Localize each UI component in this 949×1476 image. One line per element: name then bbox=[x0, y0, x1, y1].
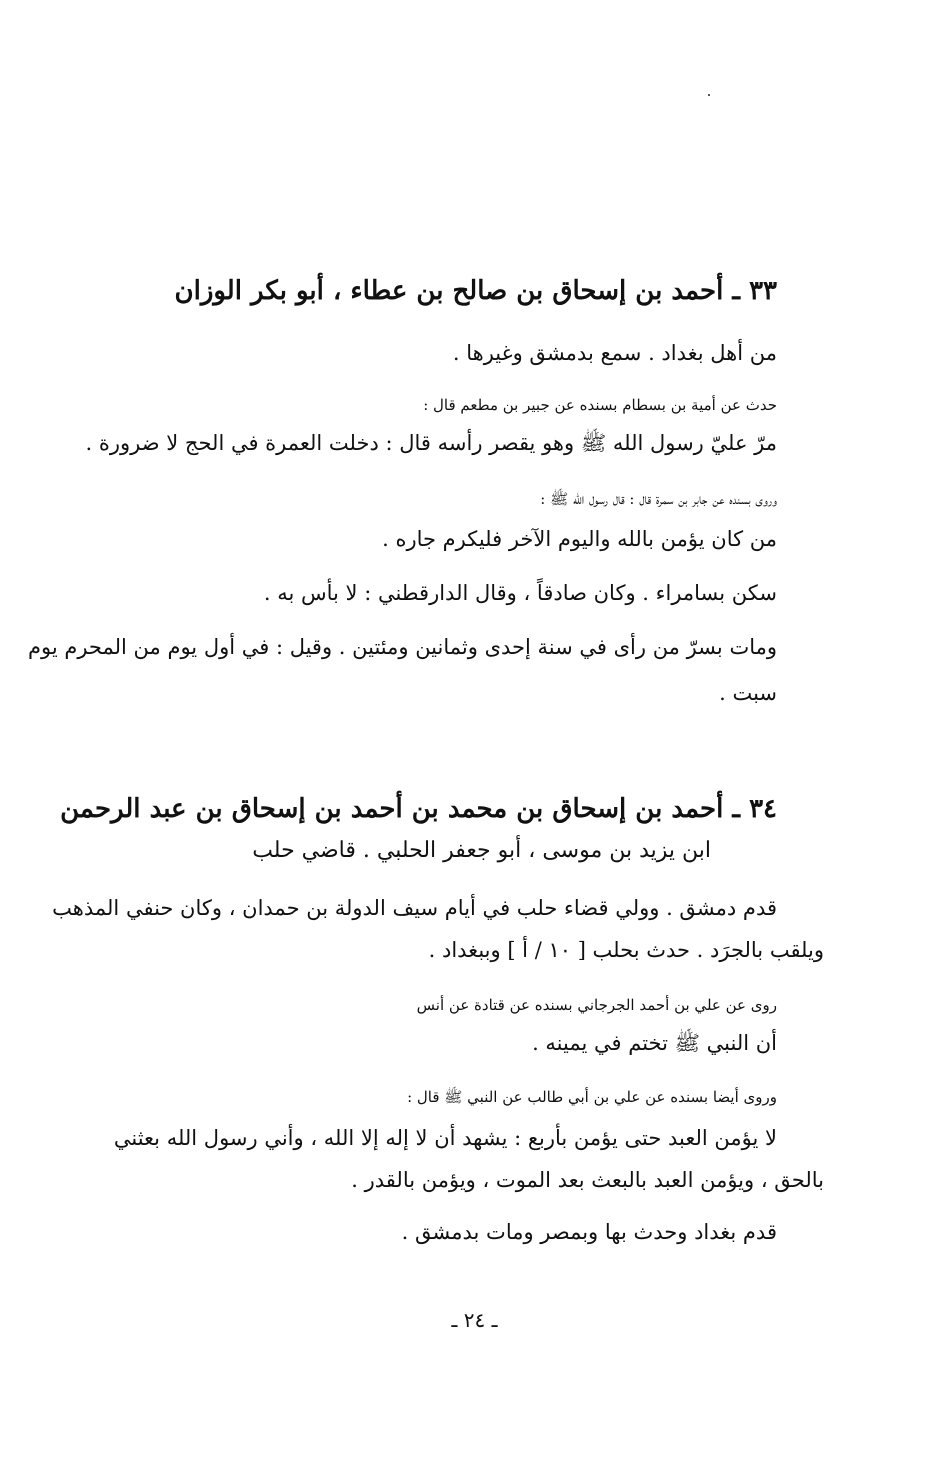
entry-34-hadith-2-line-1: لا يؤمن العبد حتى يؤمن بأربع : يشهد أن لا إله إلا الله ، وأني رسول الله بعثني bbox=[113, 1126, 777, 1150]
entry-34-bio-line-2: ويلقب بالجرَد . حدث بحلب [ ١٠ / أ ] وببغداد . bbox=[428, 938, 824, 962]
entry-34-heading: ٣٤ ـ أحمد بن إسحاق بن محمد بن أحمد بن إسحاق بن عبد الرحمن bbox=[60, 794, 777, 824]
entry-33-isnad-2: وروى بسنده عن جابر بن سمرة قال : قال رسول الله ﷺ : bbox=[540, 490, 777, 508]
entry-34-hadith-1: أن النبي ﷺ تختم في يمينه . bbox=[532, 1031, 777, 1055]
entry-34-subheading: ابن يزيد بن موسى ، أبو جعفر الحلبي . قاضي حلب bbox=[252, 838, 711, 863]
entry-33-death-line-1: ومات بسرّ من رأى في سنة إحدى وثمانين ومئتين . وقيل : في أول يوم من المحرم يوم bbox=[27, 635, 777, 659]
entry-33-death-line-2: سبت . bbox=[719, 681, 777, 705]
scan-speck bbox=[708, 94, 710, 96]
entry-34-isnad-1: روى عن علي بن أحمد الجرجاني بسنده عن قتادة عن أنس bbox=[416, 996, 777, 1014]
entry-33-residence: سكن بسامراء . وكان صادقاً ، وقال الدارقطني : لا بأس به . bbox=[263, 581, 777, 605]
entry-34-hadith-2-line-2: بالحق ، ويؤمن العبد بالبعث بعد الموت ، ويؤمن بالقدر . bbox=[351, 1168, 824, 1192]
entry-34-isnad-2: وروى أيضا بسنده عن علي بن أبي طالب عن النبي ﷺ قال : bbox=[407, 1088, 777, 1106]
entry-33-heading: ٣٣ ـ أحمد بن إسحاق بن صالح بن عطاء ، أبو بكر الوزان bbox=[174, 276, 777, 306]
entry-33-hadith-2: من كان يؤمن بالله واليوم الآخر فليكرم جاره . bbox=[382, 527, 777, 551]
entry-34-closing: قدم بغداد وحدث بها وبمصر ومات بدمشق . bbox=[401, 1220, 777, 1244]
entry-33-hadith-1: مرّ عليّ رسول الله ﷺ وهو يقصر رأسه قال : دخلت العمرة في الحج لا ضرورة . bbox=[85, 431, 777, 455]
page-number: ـ ٢٤ ـ bbox=[451, 1308, 498, 1332]
entry-33-isnad-1: حدث عن أمية بن بسطام بسنده عن جبير بن مطعم قال : bbox=[423, 396, 777, 414]
entry-33-origin: من أهل بغداد . سمع بدمشق وغيرها . bbox=[452, 341, 777, 365]
entry-34-bio-line-1: قدم دمشق . وولي قضاء حلب في أيام سيف الدولة بن حمدان ، وكان حنفي المذهب bbox=[52, 896, 777, 920]
